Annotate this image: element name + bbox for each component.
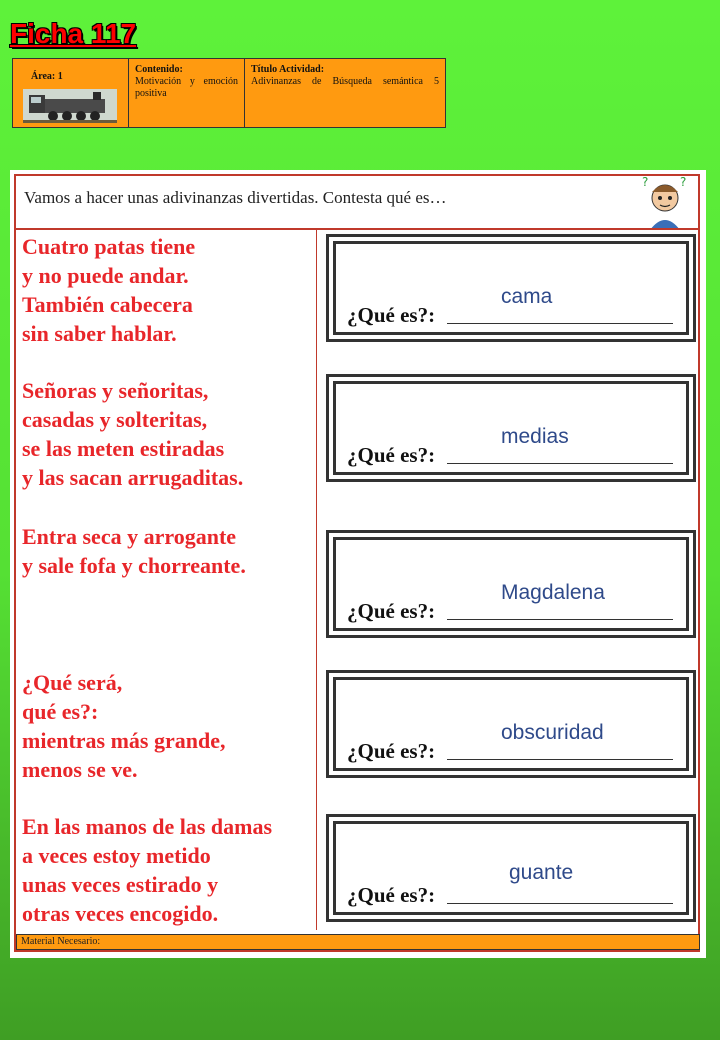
answer-box-5[interactable] — [326, 814, 696, 922]
worksheet — [10, 170, 706, 958]
answer-line — [447, 759, 673, 760]
riddle-3 — [22, 522, 322, 580]
svg-text:?: ? — [642, 175, 649, 189]
riddle-line: y sale fofa y chorreante. — [22, 553, 246, 578]
area-cell — [13, 59, 129, 127]
answer-line — [447, 619, 673, 620]
thinking-person-icon — [638, 174, 692, 230]
answer-box-3[interactable] — [326, 530, 696, 638]
answer-text: cama — [501, 285, 553, 308]
riddle-line: a veces estoy metido — [22, 843, 211, 868]
contenido-cell — [129, 59, 245, 127]
header-table — [12, 58, 446, 128]
riddle-line: y las sacan arrugaditas. — [22, 465, 244, 490]
question-label: ¿Qué es?: — [347, 883, 436, 907]
answer-text: medias — [501, 425, 569, 448]
instruction-text: Vamos a hacer unas adivinanzas divertidas. Contesta qué es… — [24, 188, 447, 207]
contenido-label: Contenido: — [135, 64, 183, 75]
riddle-5 — [22, 812, 322, 928]
question-label: ¿Qué es?: — [347, 443, 436, 467]
riddle-line: También cabecera — [22, 292, 193, 317]
riddle-line: Cuatro patas tiene — [22, 234, 196, 259]
answer-line — [447, 323, 673, 324]
riddle-line: casadas y solteritas, — [22, 407, 208, 432]
answer-text: Magdalena — [501, 581, 605, 604]
answer-text: obscuridad — [501, 721, 604, 744]
answer-text: guante — [509, 861, 574, 884]
answer-line — [447, 463, 673, 464]
riddle-line: y no puede andar. — [22, 263, 189, 288]
riddle-line: qué es?: — [22, 699, 99, 724]
question-label: ¿Qué es?: — [347, 303, 436, 327]
riddle-line: otras veces encogido. — [22, 901, 219, 926]
titulo-value: Adivinanzas de Búsqueda semántica 5 — [251, 76, 439, 87]
question-label: ¿Qué es?: — [347, 599, 436, 623]
svg-text:?: ? — [680, 175, 687, 189]
area-label: Área: 1 — [31, 71, 63, 82]
train-icon — [23, 89, 117, 123]
riddle-line: En las manos de las damas — [22, 814, 273, 839]
riddle-line: ¿Qué será, — [22, 670, 123, 695]
riddle-4 — [22, 668, 322, 784]
instruction-divider — [14, 228, 700, 230]
contenido-value: Motivación y emoción positiva — [135, 76, 238, 99]
riddle-line: sin saber hablar. — [22, 321, 177, 346]
answer-line — [447, 903, 673, 904]
answer-box-1[interactable] — [326, 234, 696, 342]
riddle-line: se las meten estiradas — [22, 436, 225, 461]
riddle-2 — [22, 376, 322, 492]
riddle-line: mientras más grande, — [22, 728, 226, 753]
riddle-line: unas veces estirado y — [22, 872, 219, 897]
material-bar: Material Necesario: — [16, 934, 700, 950]
page-title: Ficha 117 — [10, 18, 137, 49]
question-label: ¿Qué es?: — [347, 739, 436, 763]
riddle-line: Entra seca y arrogante — [22, 524, 237, 549]
answer-box-2[interactable] — [326, 374, 696, 482]
riddle-line: Señoras y señoritas, — [22, 378, 209, 403]
riddle-line: menos se ve. — [22, 757, 138, 782]
titulo-label: Título Actividad: — [251, 64, 325, 75]
answer-box-4[interactable] — [326, 670, 696, 778]
riddle-1 — [22, 232, 322, 348]
titulo-cell — [245, 59, 445, 127]
